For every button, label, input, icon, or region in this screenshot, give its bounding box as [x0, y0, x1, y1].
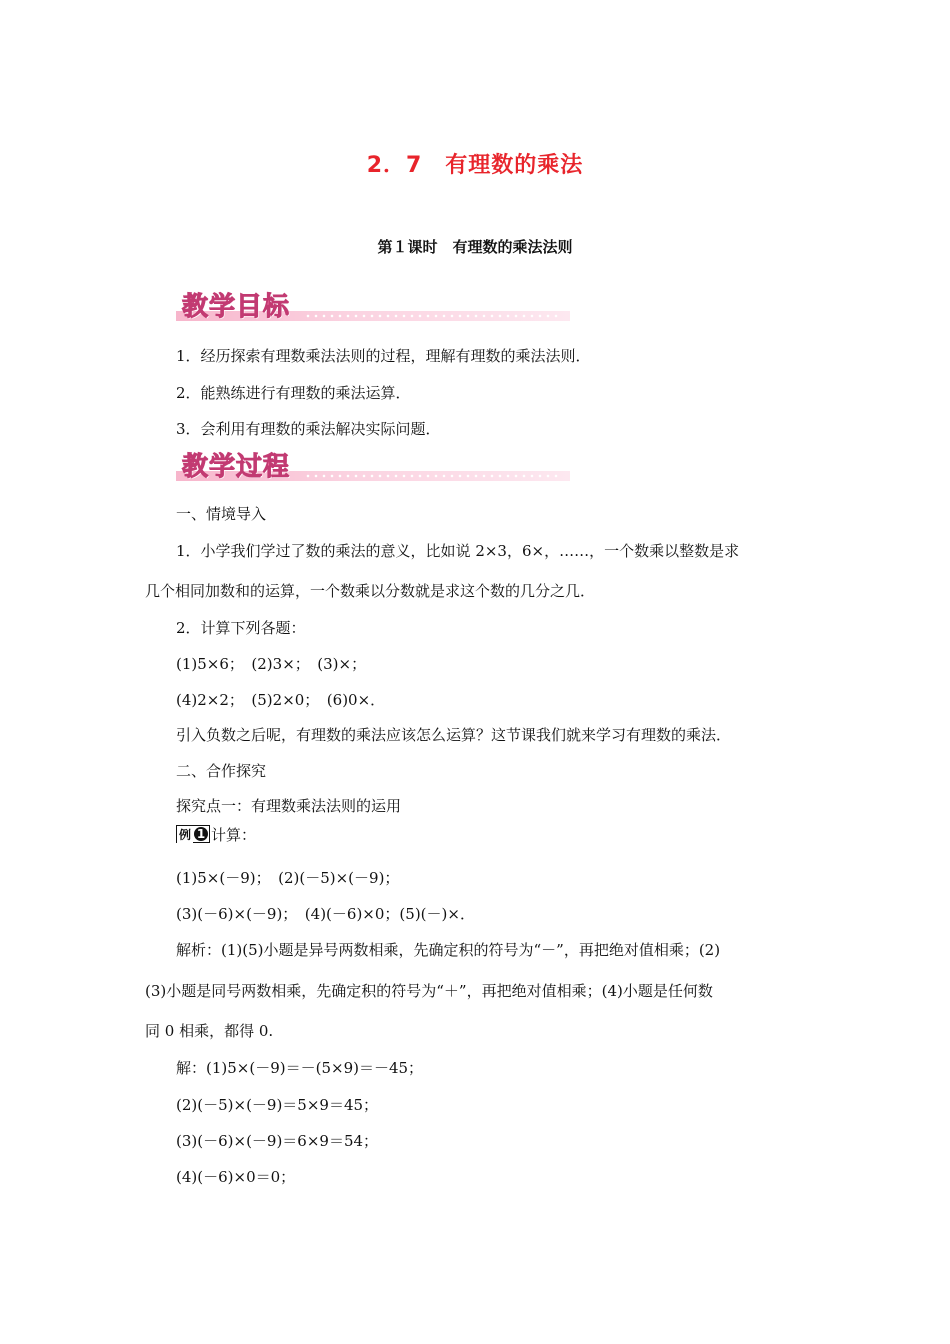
example-badge — [176, 826, 210, 842]
solution-line: (3)(－6)×(－9)＝6×9＝54； — [176, 1132, 379, 1150]
explore-point: 探究点一：有理数乘法法则的运用 — [176, 797, 402, 815]
paragraph-line: 1．小学我们学过了数的乘法的意义，比如说 2×3，6×，……，一个数乘以整数是求 — [176, 542, 740, 560]
banner-dots — [304, 314, 562, 318]
paragraph-line: 引入负数之后呢，有理数的乘法应该怎么运算？这节课我们就来学习有理数的乘法． — [176, 726, 732, 744]
paragraph-line: 2．计算下列各题： — [176, 619, 306, 637]
solution-line: (2)(－5)×(－9)＝5×9＝45； — [176, 1096, 379, 1114]
exercise-row: (4)2×2； (5)2×0； (6)0×． — [176, 691, 386, 709]
solution-line: 解：(1)5×(－9)＝－(5×9)＝－45； — [176, 1059, 424, 1077]
lesson-title: 2．7 有理数的乘法 — [366, 153, 584, 178]
banner-teaching-process — [176, 446, 570, 484]
lesson-subtitle: 第１课时 有理数的乘法法则 — [377, 238, 573, 256]
analysis-line: (3)小题是同号两数相乘，先确定积的符号为“＋”，再把绝对值相乘；(4)小题是任何数 — [145, 982, 713, 1000]
paragraph-line: 几个相同加数和的运算，一个数乘以分数就是求这个数的几分之几． — [145, 582, 596, 600]
exercise-row: (1)5×6； (2)3×； (3)×； — [176, 655, 367, 673]
banner-dots — [304, 474, 562, 478]
example-prompt: 计算： — [211, 826, 257, 844]
example-badge-label: 例 — [179, 827, 192, 842]
solution-line: (4)(－6)×0＝0； — [176, 1168, 296, 1186]
goal-item: 3．会利用有理数的乘法解决实际问题． — [176, 420, 441, 438]
example-badge-box — [176, 825, 210, 843]
analysis-line: 解析：(1)(5)小题是异号两数相乘，先确定积的符号为“－”，再把绝对值相乘；(2) — [176, 941, 721, 959]
example-badge-number: 1 — [194, 827, 208, 841]
goal-item: 2．能熟练进行有理数的乘法运算． — [176, 384, 411, 402]
section-heading: 二、合作探究 — [176, 762, 267, 780]
goal-item: 1．经历探索有理数乘法法则的过程，理解有理数的乘法法则． — [176, 347, 591, 365]
banner-label: 教学目标 — [182, 292, 291, 322]
banner-teaching-goals — [176, 286, 570, 324]
example-question-row: (3)(－6)×(－9)； (4)(－6)×0；(5)(－)×． — [176, 905, 475, 923]
section-heading: 一、情境导入 — [176, 505, 267, 523]
analysis-line: 同 0 相乘，都得 0. — [145, 1022, 274, 1040]
banner-label: 教学过程 — [182, 452, 291, 482]
example-question-row: (1)5×(－9)； (2)(－5)×(－9)； — [176, 869, 400, 887]
